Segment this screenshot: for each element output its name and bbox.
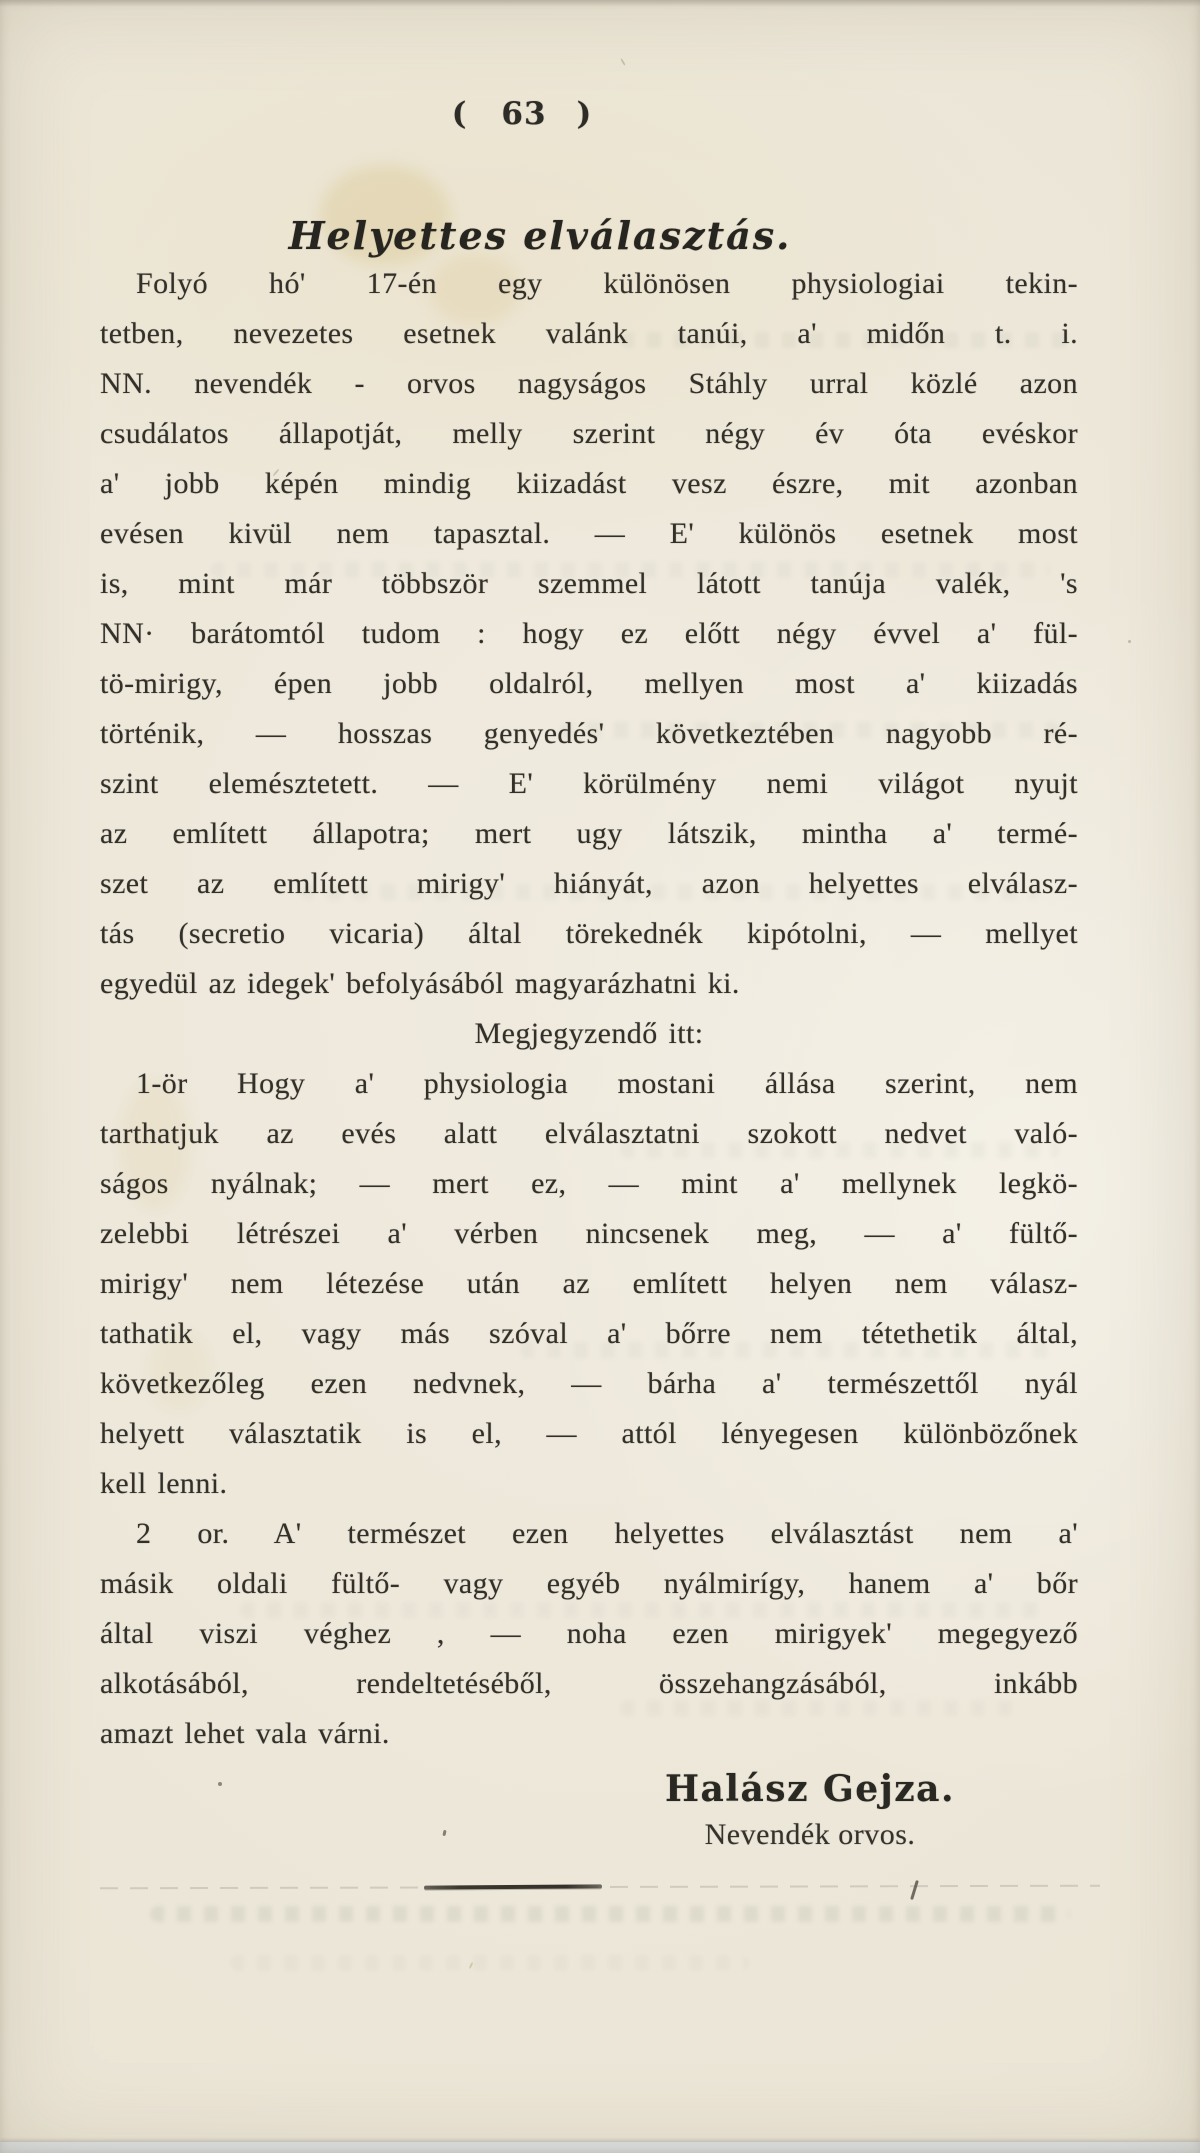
text-line: tás (secretio vicaria) által törekednék kipótolni, — mellyet	[100, 917, 1078, 950]
text-line: egyedül az idegek' befolyásából magyarázhatni ki.	[100, 967, 740, 1000]
text-line: mirigy' nem létezése után az említett helyen nem válasz-	[100, 1267, 1078, 1300]
scan-edge-strip	[0, 2142, 1200, 2153]
signature-name: Halász Gejza.	[664, 1768, 956, 1810]
text-line: amazt lehet vala várni.	[100, 1717, 390, 1750]
text-line: tarthatjuk az evés alatt elválasztatni szokott nedvet való-	[100, 1117, 1078, 1150]
ink-speck	[218, 1782, 222, 1786]
ink-speck	[442, 1830, 446, 1836]
text-line: másik oldali fültő- vagy egyéb nyálmirígy, hanem a' bőr	[100, 1567, 1078, 1600]
paper-fiber	[620, 58, 626, 66]
signature-divider-rule	[424, 1884, 602, 1889]
text-line: alkotásából, rendeltetéséből, összehangzásából, inkább	[100, 1667, 1078, 1700]
page-number-value: 63	[501, 96, 547, 132]
text-line: által viszi véghez , — noha ezen mirigyek' megegyező	[100, 1617, 1078, 1650]
signature-block	[590, 1768, 1030, 1852]
text-line: történik, — hosszas genyedés' következtében nagyobb ré-	[100, 717, 1078, 750]
pen-slash-mark	[910, 1880, 919, 1900]
signature-role: Nevendék orvos.	[704, 1818, 916, 1851]
text-line: tetben, nevezetes esetnek valánk tanúi, a' midőn t. i.	[100, 317, 1078, 350]
page-number	[222, 96, 822, 132]
text-line: szet az említett mirigy' hiányát, azon helyettes elválasz-	[100, 867, 1078, 900]
note-heading: Megjegyzendő itt:	[474, 1017, 704, 1050]
text-line: az említett állapotra; mert ugy látszik, mintha a' termé-	[100, 817, 1078, 850]
text-line: tathatik el, vagy más szóval a' bőrre nem tétethetik által,	[100, 1317, 1078, 1350]
article-body	[100, 262, 1078, 1762]
ink-speck	[1128, 640, 1131, 643]
text-line: NN. nevendék - orvos nagyságos Stáhly urral közlé azon	[100, 367, 1078, 400]
text-line: NN· barátomtól tudom : hogy ez előtt négy évvel a' fül-	[100, 617, 1078, 650]
text-line: ságos nyálnak; — mert ez, — mint a' mellynek legkö-	[100, 1167, 1078, 1200]
text-line: zelebbi létrészei a' vérben nincsenek meg, — a' fültő-	[100, 1217, 1078, 1250]
text-line: következőleg ezen nedvnek, — bárha a' természettől nyál	[100, 1367, 1078, 1400]
page-number-close-paren: )	[576, 96, 593, 132]
text-line: a' jobb képén mindig kiizadást vesz észre, mit azonban	[100, 467, 1078, 500]
text-line: kell lenni.	[100, 1467, 228, 1500]
text-line: tö-mirigy, épen jobb oldalról, mellyen most a' kiizadás	[100, 667, 1078, 700]
text-line: is, mint már többször szemmel látott tanúja valék, 's	[100, 567, 1078, 600]
article-title: Helyettes elválasztás.	[288, 213, 792, 258]
text-line: szint elemésztetett. — E' körülmény nemi világot nyujt	[100, 767, 1078, 800]
text-line: helyett választatik is el, — attól lényegesen különbözőnek	[100, 1417, 1078, 1450]
text-line: Folyó hó' 17-én egy különösen physiologiai tekin-	[136, 267, 1078, 300]
text-line: evésen kivül nem tapasztal. — E' különös esetnek most	[100, 517, 1078, 550]
paper-fiber	[469, 1962, 474, 1969]
text-line: 2 or. A' természet ezen helyettes elválasztást nem a'	[136, 1517, 1078, 1550]
text-line: 1-ör Hogy a' physiologia mostani állása szerint, nem	[136, 1067, 1078, 1100]
ink-bleedthrough	[230, 1955, 750, 1971]
page-number-open-paren: (	[451, 96, 468, 132]
ink-bleedthrough	[150, 1906, 1070, 1922]
text-line: csudálatos állapotját, melly szerint négy év óta evéskor	[100, 417, 1078, 450]
